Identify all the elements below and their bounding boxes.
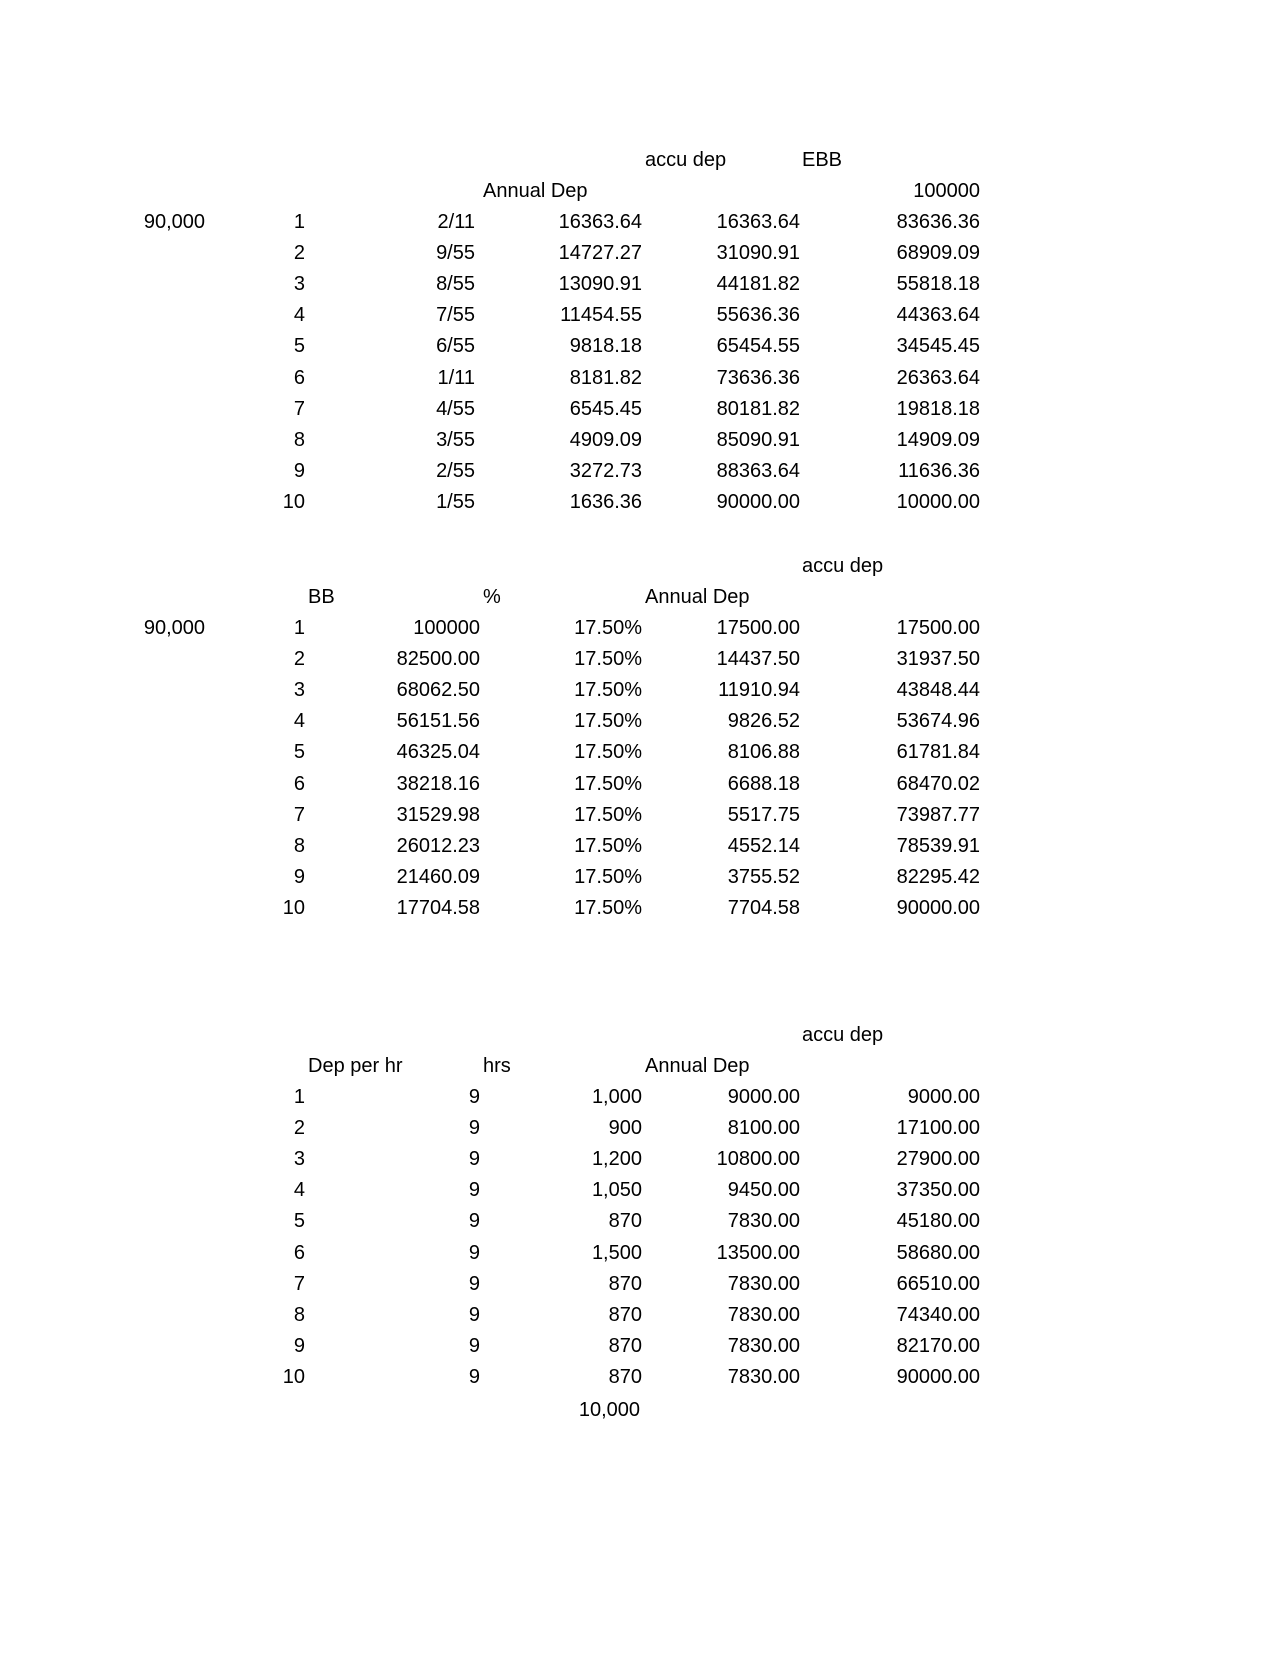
annual-dep-cell: 4909.09 (569, 428, 642, 451)
bb-cell: 38218.16 (396, 772, 480, 795)
accu-dep-cell: 66510.00 (896, 1272, 980, 1295)
year-cell: 7 (293, 1272, 305, 1295)
fraction-cell: 8/55 (436, 273, 475, 296)
rate-cell: 9 (468, 1148, 480, 1171)
annual-dep-cell: 14437.50 (716, 648, 800, 671)
annual-dep-cell: 7830.00 (727, 1303, 800, 1326)
accu-dep-cell: 53674.96 (896, 710, 980, 733)
accu-dep-cell: 31937.50 (896, 648, 980, 671)
bb-cell: 46325.04 (396, 741, 480, 764)
annual-dep-cell: 7830.00 (727, 1365, 800, 1388)
bb-cell: 68062.50 (396, 679, 480, 702)
annual-dep-cell: 17500.00 (716, 617, 800, 639)
annual-dep-cell: 3272.73 (569, 459, 642, 482)
fraction-cell: 6/55 (436, 335, 475, 358)
year-cell: 2 (293, 1117, 305, 1140)
accu-dep-cell: 74340.00 (896, 1303, 980, 1326)
accu-dep-cell: 82295.42 (896, 865, 980, 888)
annual-dep-cell: 7830.00 (727, 1272, 800, 1295)
year-cell: 2 (293, 648, 305, 671)
ebb-cell: 14909.09 (896, 428, 980, 451)
year-cell: 4 (293, 304, 305, 327)
annual-dep-cell: 10800.00 (716, 1148, 800, 1171)
rate-cell: 9 (468, 1334, 480, 1357)
year-cell: 7 (293, 803, 305, 826)
accu-dep-cell: 88363.64 (716, 459, 800, 482)
year-cell: 4 (293, 1179, 305, 1202)
accu-dep-cell: 37350.00 (896, 1179, 980, 1202)
annual-dep-cell: 4552.14 (727, 834, 800, 857)
annual-dep-cell: 11454.55 (560, 304, 642, 327)
ebb-cell: 68909.09 (896, 242, 980, 265)
accu-dep-cell: 80181.82 (716, 397, 800, 420)
s2-header-bb: BB (308, 586, 335, 608)
year-cell: 1 (293, 211, 305, 233)
year-cell: 6 (293, 366, 305, 389)
annual-dep-cell: 8100.00 (727, 1117, 800, 1140)
s1-cost: 90,000 (143, 211, 205, 233)
accu-dep-cell: 85090.91 (716, 428, 800, 451)
s2-header-pct: % (483, 586, 501, 608)
annual-dep-cell: 1636.36 (569, 490, 642, 513)
annual-dep-cell: 6545.45 (569, 397, 642, 420)
year-cell: 8 (293, 428, 305, 451)
bb-cell: 17704.58 (396, 896, 480, 919)
pct-cell: 17.50% (574, 803, 642, 826)
annual-dep-cell: 13090.91 (558, 273, 642, 296)
accu-dep-cell: 58680.00 (896, 1241, 980, 1264)
year-cell: 10 (282, 896, 305, 919)
accu-dep-cell: 31090.91 (716, 242, 800, 265)
hrs-cell: 870 (608, 1272, 642, 1295)
annual-dep-cell: 14727.27 (558, 242, 642, 265)
fraction-cell: 3/55 (436, 428, 475, 451)
accu-dep-cell: 16363.64 (716, 211, 800, 233)
ebb-cell: 26363.64 (896, 366, 980, 389)
pct-cell: 17.50% (574, 772, 642, 795)
year-cell: 5 (293, 741, 305, 764)
bb-cell: 56151.56 (396, 710, 480, 733)
year-cell: 3 (293, 1148, 305, 1171)
rate-cell: 9 (468, 1241, 480, 1264)
s1-start-value: 100000 (913, 180, 980, 202)
accu-dep-cell: 43848.44 (896, 679, 980, 702)
pct-cell: 17.50% (574, 617, 642, 639)
bb-cell: 26012.23 (396, 834, 480, 857)
rate-cell: 9 (468, 1210, 480, 1233)
ebb-cell: 44363.64 (896, 304, 980, 327)
annual-dep-cell: 13500.00 (716, 1241, 800, 1264)
hrs-cell: 1,050 (591, 1179, 642, 1202)
s3-header-dep-per-hr: Dep per hr (308, 1055, 403, 1077)
year-cell: 8 (293, 834, 305, 857)
year-cell: 9 (293, 865, 305, 888)
accu-dep-cell: 9000.00 (907, 1086, 980, 1108)
s1-header-accu-dep: accu dep (645, 149, 727, 171)
accu-dep-cell: 90000.00 (896, 1365, 980, 1388)
s2-header-accu-dep: accu dep (802, 555, 884, 577)
annual-dep-cell: 9450.00 (727, 1179, 800, 1202)
hrs-cell: 1,500 (591, 1241, 642, 1264)
ebb-cell: 34545.45 (896, 335, 980, 358)
s3-total-hrs: 10,000 (578, 1399, 640, 1421)
bb-cell: 31529.98 (396, 803, 480, 826)
annual-dep-cell: 16363.64 (558, 211, 642, 233)
s2-cost: 90,000 (143, 617, 205, 639)
year-cell: 10 (282, 490, 305, 513)
annual-dep-cell: 8106.88 (727, 741, 800, 764)
s1-header-annual-dep: Annual Dep (483, 180, 588, 202)
year-cell: 1 (293, 1086, 305, 1108)
accu-dep-cell: 55636.36 (716, 304, 800, 327)
fraction-cell: 7/55 (436, 304, 475, 327)
s2-header-annual-dep: Annual Dep (645, 586, 750, 608)
pct-cell: 17.50% (574, 710, 642, 733)
annual-dep-cell: 9818.18 (569, 335, 642, 358)
annual-dep-cell: 9000.00 (727, 1086, 800, 1108)
year-cell: 3 (293, 273, 305, 296)
annual-dep-cell: 9826.52 (727, 710, 800, 733)
annual-dep-cell: 5517.75 (727, 803, 800, 826)
year-cell: 3 (293, 679, 305, 702)
accu-dep-cell: 17100.00 (896, 1117, 980, 1140)
accu-dep-cell: 45180.00 (896, 1210, 980, 1233)
year-cell: 7 (293, 397, 305, 420)
bb-cell: 21460.09 (396, 865, 480, 888)
accu-dep-cell: 44181.82 (716, 273, 800, 296)
pct-cell: 17.50% (574, 834, 642, 857)
hrs-cell: 1,000 (591, 1086, 642, 1108)
rate-cell: 9 (468, 1179, 480, 1202)
year-cell: 2 (293, 242, 305, 265)
accu-dep-cell: 73987.77 (896, 803, 980, 826)
pct-cell: 17.50% (574, 679, 642, 702)
year-cell: 6 (293, 1241, 305, 1264)
pct-cell: 17.50% (574, 741, 642, 764)
fraction-cell: 4/55 (436, 397, 475, 420)
hrs-cell: 870 (608, 1210, 642, 1233)
rate-cell: 9 (468, 1117, 480, 1140)
fraction-cell: 2/55 (436, 459, 475, 482)
rate-cell: 9 (468, 1365, 480, 1388)
rate-cell: 9 (468, 1086, 480, 1108)
year-cell: 10 (282, 1365, 305, 1388)
year-cell: 9 (293, 459, 305, 482)
ebb-cell: 19818.18 (896, 397, 980, 420)
fraction-cell: 1/55 (436, 490, 475, 513)
accu-dep-cell: 90000.00 (716, 490, 800, 513)
year-cell: 6 (293, 772, 305, 795)
s1-header-ebb: EBB (802, 149, 843, 171)
bb-cell: 100000 (413, 617, 480, 639)
accu-dep-cell: 82170.00 (896, 1334, 980, 1357)
accu-dep-cell: 90000.00 (896, 896, 980, 919)
hrs-cell: 1,200 (591, 1148, 642, 1171)
fraction-cell: 1/11 (437, 366, 475, 389)
year-cell: 5 (293, 1210, 305, 1233)
year-cell: 1 (293, 617, 305, 639)
pct-cell: 17.50% (574, 896, 642, 919)
annual-dep-cell: 3755.52 (727, 865, 800, 888)
year-cell: 4 (293, 710, 305, 733)
accu-dep-cell: 73636.36 (716, 366, 800, 389)
ebb-cell: 83636.36 (896, 211, 980, 233)
hrs-cell: 870 (608, 1303, 642, 1326)
accu-dep-cell: 61781.84 (896, 741, 980, 764)
pct-cell: 17.50% (574, 865, 642, 888)
fraction-cell: 2/11 (437, 211, 475, 233)
annual-dep-cell: 7830.00 (727, 1334, 800, 1357)
bb-cell: 82500.00 (396, 648, 480, 671)
annual-dep-cell: 7704.58 (727, 896, 800, 919)
fraction-cell: 9/55 (436, 242, 475, 265)
annual-dep-cell: 8181.82 (569, 366, 642, 389)
hrs-cell: 900 (608, 1117, 642, 1140)
ebb-cell: 55818.18 (896, 273, 980, 296)
accu-dep-cell: 65454.55 (716, 335, 800, 358)
hrs-cell: 870 (608, 1334, 642, 1357)
year-cell: 5 (293, 335, 305, 358)
year-cell: 8 (293, 1303, 305, 1326)
accu-dep-cell: 27900.00 (896, 1148, 980, 1171)
accu-dep-cell: 78539.91 (896, 834, 980, 857)
ebb-cell: 11636.36 (898, 459, 980, 482)
ebb-cell: 10000.00 (896, 490, 980, 513)
hrs-cell: 870 (608, 1365, 642, 1388)
s3-header-hrs: hrs (483, 1055, 511, 1077)
annual-dep-cell: 6688.18 (727, 772, 800, 795)
annual-dep-cell: 7830.00 (727, 1210, 800, 1233)
s3-header-annual-dep: Annual Dep (645, 1055, 750, 1077)
rate-cell: 9 (468, 1272, 480, 1295)
rate-cell: 9 (468, 1303, 480, 1326)
accu-dep-cell: 68470.02 (896, 772, 980, 795)
s3-header-accu-dep: accu dep (802, 1024, 884, 1046)
year-cell: 9 (293, 1334, 305, 1357)
annual-dep-cell: 11910.94 (718, 679, 800, 702)
pct-cell: 17.50% (574, 648, 642, 671)
accu-dep-cell: 17500.00 (896, 617, 980, 639)
